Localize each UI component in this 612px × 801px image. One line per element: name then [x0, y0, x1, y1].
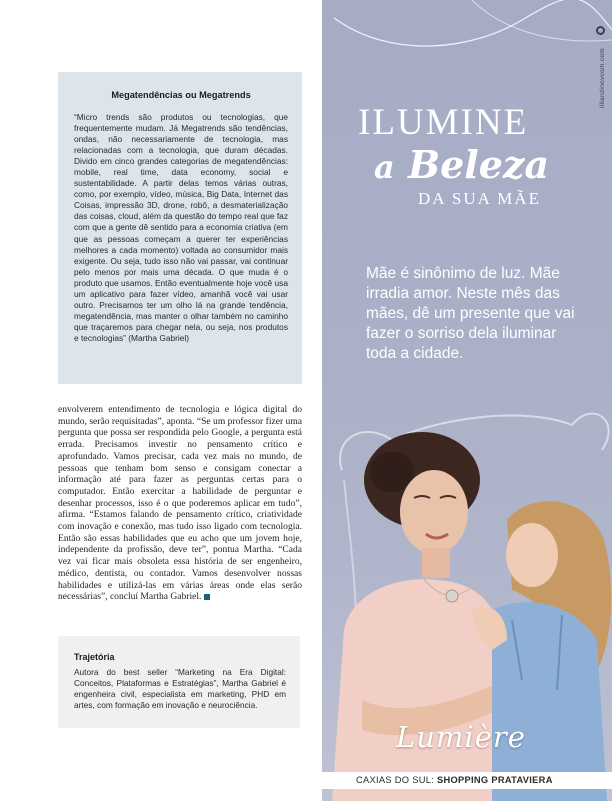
- site-logo-icon: [596, 26, 605, 35]
- brand-logo-lumiere: Lumière: [396, 720, 526, 754]
- article-body: [58, 404, 302, 603]
- trajetoria-box: [58, 636, 300, 728]
- headline-ilumine: ILUMINE: [358, 102, 529, 143]
- headline-beleza: a Beleza: [374, 142, 550, 187]
- jewelry-advertisement: [322, 0, 612, 801]
- trajetoria-text: Autora do best seller “Marketing na Era Digital: Conceitos, Plataformas e Estratégias”, Martha Gabriel é engenheira civil, especialista em marketing, PHD em artes, com formação em inovação e neurociência.: [74, 667, 286, 710]
- megatrends-title: Megatendências ou Megatrends: [111, 90, 251, 100]
- store-location: [356, 775, 553, 785]
- site-url: lilianzinovcom.com: [599, 48, 606, 108]
- store-mall: SHOPPING PRATAVIERA: [436, 775, 553, 785]
- ad-tagline: Mãe é sinônimo de luz. Mãe irradia amor. Neste mês das mães, dê um presente que vai fazer o sorriso dela iluminar toda a cidade.: [366, 265, 575, 362]
- megatrends-box: [58, 72, 302, 384]
- megatrends-text: “Micro trends são produtos ou tecnologias, que frequentemente mudam. Já Megatrends são tendências, ondas, não necessariamente de tecnologia, mas relacionadas com a tecnologia, que duram décadas. Divido em cinco grandes categorias de megatendências: mobile, real time, data economy, social e sustentabilidade. A partir delas temos várias outras, como, por exemplo, vídeo, música, Big Data, Internet das Coisas, impressão 3D, drone, robô, a desmaterialização das coisas, cloud, além da questão do tempo real que faz com que a gente dê sentido para a economia criativa (em que as pessoas começam a querer ter experiências melhores a cada momento) voltada ao consumidor mais exigente. Ou seja, tudo isso não vai passar, vai continuar pelo menos por mais uma década. O que muda é o produto que usamos. Então eventualmente hoje você usa um aplicativo para fazer vídeo, amanhã você vai usar outro. Precisamos ter um olho lá na grande tendência, megatendência, mas manter o olhar também no caminho que traçaremos para chegar nela, ou seja, nos produtos e tecnologias” (Martha Gabriel): [74, 112, 288, 343]
- end-of-article-mark: [204, 594, 210, 600]
- article-text: envolverem entendimento de tecnologia e lógica digital do mundo, serão requisitadas”, aponta. “Se um professor fizer uma pergunta que possa ser respondida pelo Google, a pergunta está errada. Precisamos investir no pensamento crítico e aprofundado. Vamos precisar, cada vez mais no mundo, de pessoas que tenham bom senso e consigam conectar a informação até para fazer as perguntas certas para o computador. Então exercitar a habilidade de perguntar e desenhar processos, isso é o que poderemos aplicar em tudo”, afirma. “Estamos falando de pensamento crítico, criatividade com inovação e conexão, mas tudo isso ligado com tecnologia. Então são essas habilidades que eu acho que um jovem hoje, independente da profissão, deve ter”, pontua Martha. “Cada vez vai ficar mais obsoleta essa história de ser engenheiro, médico, dentista, ou contador. Vamos desenvolver nossas habilidades e utilizá-las em várias áreas onde elas serão necessárias”, concluí Martha Gabriel.: [58, 404, 302, 603]
- trajetoria-title: Trajetória: [74, 652, 115, 662]
- headline-da-sua-mae: DA SUA MÃE: [418, 189, 541, 208]
- store-city: CAXIAS DO SUL:: [356, 775, 435, 785]
